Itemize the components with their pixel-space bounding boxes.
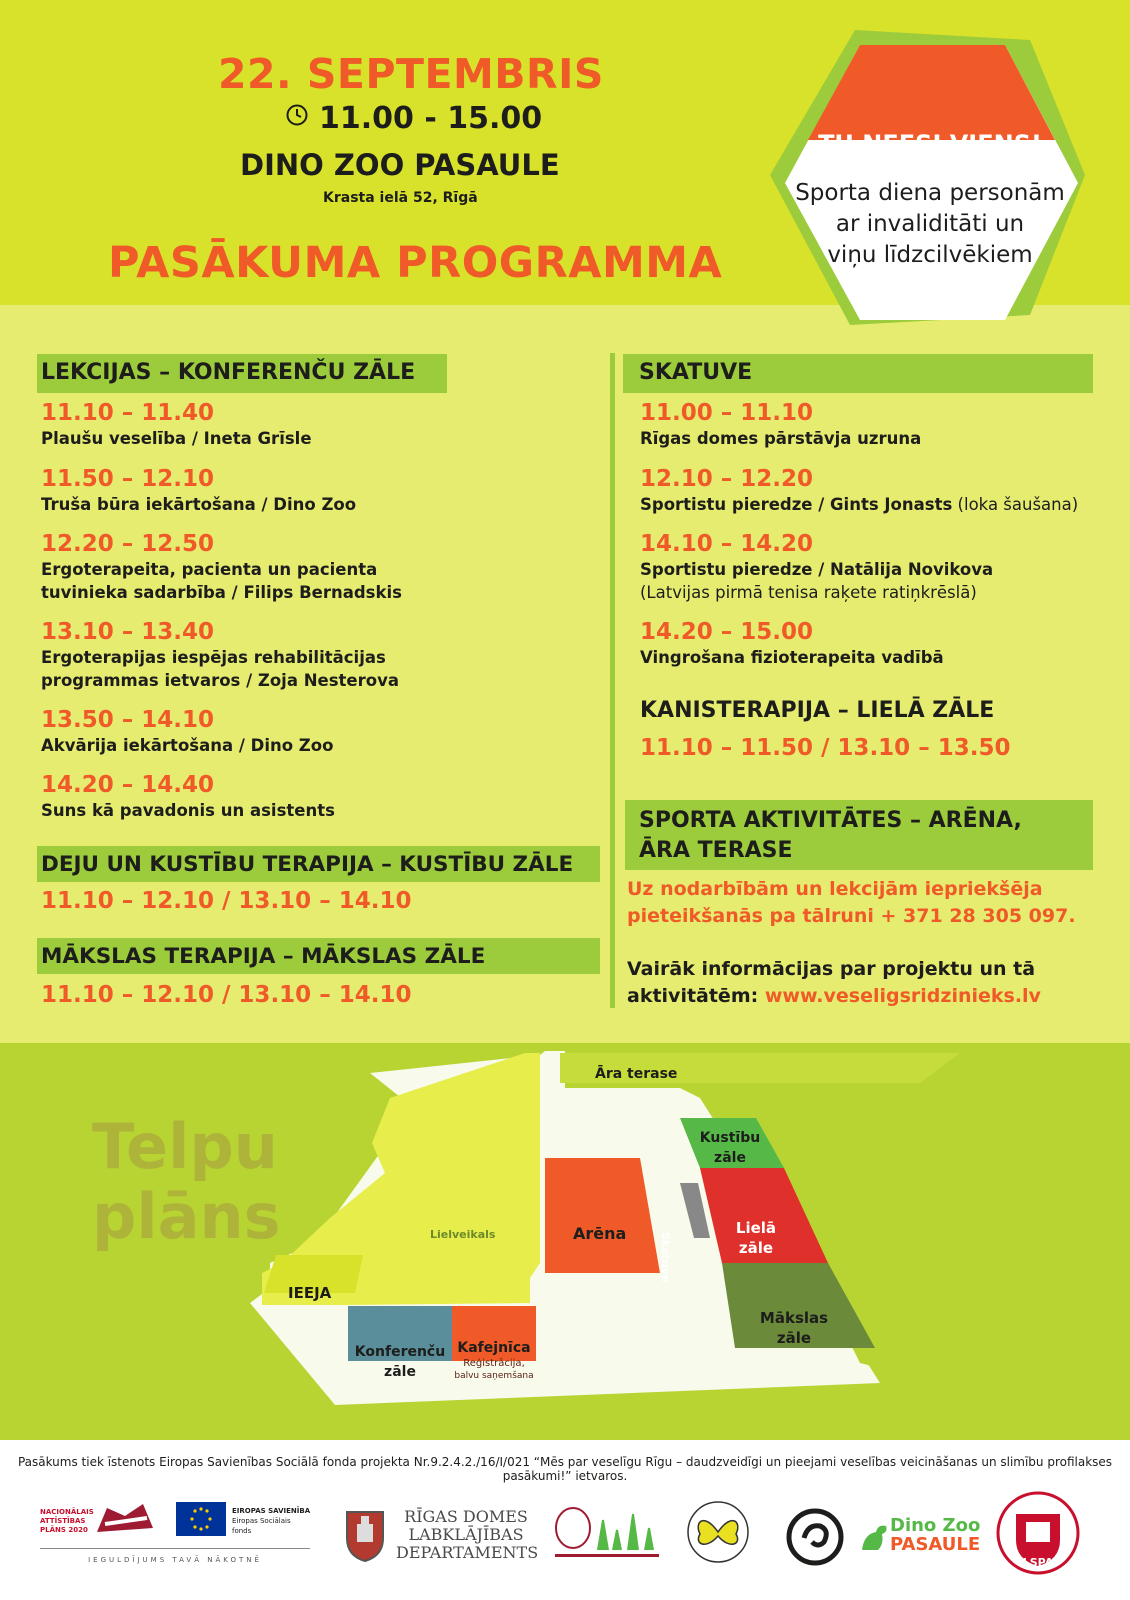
slot-time: 11.10 – 11.40 xyxy=(41,400,215,426)
rd-line: LABKLĀJĪBAS xyxy=(408,1525,524,1544)
swirl-logo-icon xyxy=(786,1508,844,1566)
slot-desc-note: (loka šaušana) xyxy=(952,495,1079,514)
dino-line: PASAULE xyxy=(890,1534,981,1555)
slot-desc: Truša būra iekārtošana / Dino Zoo xyxy=(41,495,357,514)
riga-coat-of-arms-icon xyxy=(343,1506,387,1562)
badge-text xyxy=(780,178,1080,271)
map-title-line: Telpu xyxy=(92,1110,278,1183)
label-line: Kustību xyxy=(699,1130,761,1146)
slot-desc: Suns kā pavadonis un asistents xyxy=(41,801,335,820)
info-text: aktivitātēm: xyxy=(627,985,765,1007)
slot-time: 11.50 – 12.10 xyxy=(41,466,215,492)
floor-plan xyxy=(0,1043,1130,1440)
rd-line: RĪGAS DOMES xyxy=(404,1507,528,1526)
list-item xyxy=(640,531,1120,619)
label-line: Kafejnīca xyxy=(457,1340,531,1356)
nap-line: ATTĪSTĪBAS xyxy=(40,1517,86,1525)
rd-logo-text xyxy=(396,1507,539,1562)
nap-logo-text xyxy=(40,1508,94,1535)
slot-time: 14.20 – 15.00 xyxy=(640,619,814,645)
slot-desc: Plaušu veselība / Ineta Grīsle xyxy=(41,429,312,448)
label-line: Lielā xyxy=(735,1219,777,1237)
slot-desc: Sportistu pieredze / Natālija Novikova xyxy=(640,560,994,579)
label-ieeja: IEEJA xyxy=(288,1284,332,1302)
label-makslas xyxy=(752,1308,836,1348)
event-time xyxy=(285,101,542,136)
canis-time: 11.10 – 11.50 / 13.10 – 13.50 xyxy=(640,735,1011,761)
label-line: Mākslas xyxy=(759,1309,829,1327)
label-line: balvu saņemšana xyxy=(454,1371,534,1381)
section-heading-dance: DEJU UN KUSTĪBU TERAPIJA – KUSTĪBU ZĀLE xyxy=(37,846,600,882)
map-title-line: plāns xyxy=(92,1180,281,1253)
note-line: Uz nodarbībām un lekcijām iepriekšēja xyxy=(627,878,1043,900)
nap-line: PLĀNS 2020 xyxy=(40,1526,88,1534)
slot-desc: tuvinieka sadarbība / Filips Bernadskis xyxy=(41,583,402,602)
info-line: Vairāk informācijas par projektu un tā xyxy=(627,958,1036,980)
slot-desc: Akvārija iekārtošana / Dino Zoo xyxy=(41,736,334,755)
label-ara-terase: Āra terase xyxy=(595,1066,678,1082)
nap-line: NACIONĀLAIS xyxy=(40,1508,94,1516)
rd-line: DEPARTAMENTS xyxy=(396,1543,539,1562)
event-date: 22. SEPTEMBRIS xyxy=(218,50,604,98)
lspa-text: LSPA xyxy=(1022,1556,1054,1569)
slot-time: 13.50 – 14.10 xyxy=(41,707,215,733)
badge-line: viņu līdzcilvēkiem xyxy=(827,242,1033,268)
sport-heading-line: ĀRA TERASE xyxy=(639,838,793,863)
eu-logo-text xyxy=(232,1506,310,1536)
section-heading-art: MĀKSLAS TERAPIJA – MĀKSLAS ZĀLE xyxy=(37,938,600,974)
venue-name: DINO ZOO PASAULE xyxy=(240,148,560,182)
slot-desc-note: (Latvijas pirmā tenisa raķete ratiņkrēslā) xyxy=(640,583,977,602)
slot-time: 14.10 – 14.20 xyxy=(640,531,814,557)
label-kafejnica xyxy=(452,1339,536,1383)
section-heading-sport xyxy=(625,800,1093,870)
label-line: zāle xyxy=(738,1239,774,1257)
slot-time: 11.00 – 11.10 xyxy=(640,400,814,426)
funding-note: Pasākums tiek īstenots Eiropas Savienības Sociālā fonda projekta Nr.9.2.4.2./16/I/021 “Mēs par veselīgu Rīgu – daudzveidīgi un pieejami veselības veicināšanas un slimību profilakses pasākumi!” ietvaros. xyxy=(17,1455,1113,1483)
list-item xyxy=(41,707,601,772)
section-heading-lectures: LEKCIJAS – KONFERENČU ZĀLE xyxy=(37,354,447,393)
list-item xyxy=(41,619,601,707)
section-heading-canis: KANISTERAPIJA – LIELĀ ZĀLE xyxy=(640,698,995,723)
dino-zoo-logo xyxy=(890,1516,980,1554)
list-item xyxy=(41,772,601,832)
slogan: IEGULDĪJUMS TAVĀ NĀKOTNĒ xyxy=(88,1556,262,1564)
stage-list xyxy=(640,400,1120,684)
label-line: zāle xyxy=(384,1364,416,1380)
dino-icon xyxy=(858,1520,890,1554)
slot-desc xyxy=(640,493,1120,516)
slot-time: 14.20 – 14.40 xyxy=(41,772,215,798)
label-liela xyxy=(728,1218,784,1258)
note-line: pieteikšanās pa tālruni + 371 28 305 097. xyxy=(627,905,1076,927)
slot-desc-main: Sportistu pieredze / Gints Jonasts xyxy=(640,495,953,514)
label-skatuve: Skatuve xyxy=(659,1232,672,1283)
clock-icon xyxy=(285,100,309,135)
slogan-rule xyxy=(40,1548,310,1549)
venue-address: Krasta ielā 52, Rīgā xyxy=(323,190,478,206)
list-item xyxy=(41,531,601,619)
label-line: Reģistrācija, xyxy=(463,1358,525,1369)
eu-line: fonds xyxy=(232,1527,252,1535)
badge-line: ar invaliditāti un xyxy=(835,211,1025,237)
list-item xyxy=(640,619,1120,684)
sport-heading-line: SPORTA AKTIVITĀTES – ARĒNA, xyxy=(639,808,1022,833)
label-line: zāle xyxy=(714,1150,746,1166)
slot-desc: programmas ietvaros / Zoja Nesterova xyxy=(41,671,399,690)
dance-time: 11.10 – 12.10 / 13.10 – 14.10 xyxy=(41,888,412,914)
label-konferencu xyxy=(349,1342,451,1382)
slot-desc: Vingrošana fizioterapeita vadībā xyxy=(640,648,944,667)
info-line xyxy=(627,983,1041,1010)
eu-line: EIROPAS SAVIENĪBA xyxy=(232,1507,311,1515)
website-link[interactable]: www.veseligsridzinieks.lv xyxy=(764,985,1041,1007)
program-title: PASĀKUMA PROGRAMMA xyxy=(108,238,723,288)
event-time-text: 11.00 - 15.00 xyxy=(319,101,543,136)
label-arena: Arēna xyxy=(573,1224,627,1243)
badge-title: TU NEESI VIENS! xyxy=(818,130,1042,158)
info-block xyxy=(627,956,1041,1010)
list-item xyxy=(640,466,1120,531)
plan-arena xyxy=(545,1158,660,1273)
eu-flag-icon xyxy=(176,1502,226,1536)
section-heading-stage: SKATUVE xyxy=(623,354,1093,393)
label-line: Konferenču xyxy=(354,1344,446,1360)
art-time: 11.10 – 12.10 / 13.10 – 14.10 xyxy=(41,982,412,1008)
dino-line: Dino Zoo xyxy=(890,1515,981,1536)
column-divider xyxy=(610,353,615,1008)
eu-line: Eiropas Sociālais xyxy=(232,1517,291,1525)
lecture-list xyxy=(41,400,601,832)
label-line: zāle xyxy=(776,1329,812,1347)
slot-time: 13.10 – 13.40 xyxy=(41,619,215,645)
slot-desc: Rīgas domes pārstāvja uzruna xyxy=(640,429,922,448)
label-kustibu xyxy=(698,1128,762,1168)
butterfly-logo-icon xyxy=(686,1500,750,1564)
list-item xyxy=(640,400,1120,466)
registration-note xyxy=(627,876,1076,930)
mes-par-rigu-logo-icon xyxy=(553,1500,663,1564)
label-lielveikals: Lielveikals xyxy=(430,1228,496,1241)
list-item xyxy=(41,400,601,466)
slot-time: 12.10 – 12.20 xyxy=(640,466,814,492)
slot-desc: Ergoterapijas iespējas rehabilitācijas xyxy=(41,648,386,667)
slot-desc: Ergoterapeita, pacienta un pacienta xyxy=(41,560,378,579)
list-item xyxy=(41,466,601,531)
badge-line: Sporta diena personām xyxy=(795,180,1065,206)
nap-flag-icon xyxy=(95,1502,155,1536)
slot-time: 12.20 – 12.50 xyxy=(41,531,215,557)
